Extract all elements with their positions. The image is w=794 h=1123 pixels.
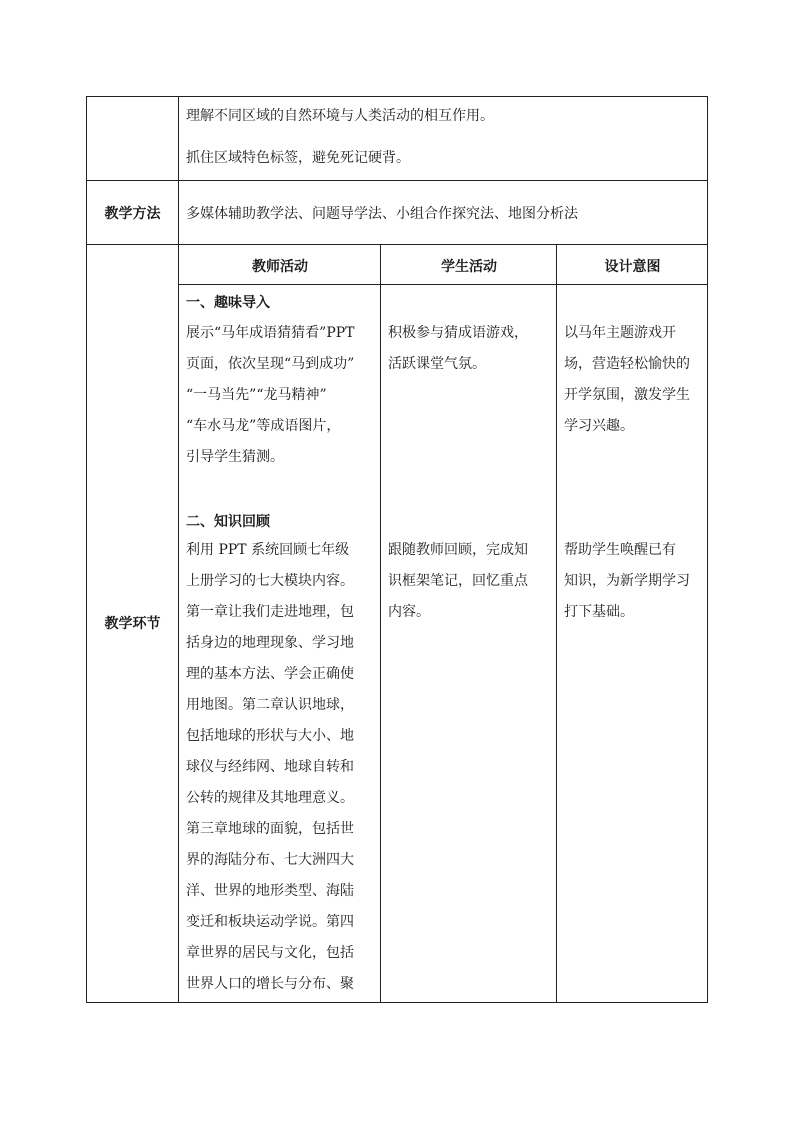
text-line: 学习兴趣。 (564, 418, 634, 434)
design-intent-review (564, 535, 690, 628)
text-line: 展示“马年成语猜猜看”PPT (186, 325, 355, 341)
text-line: 场，营造轻松愉快的 (564, 356, 690, 372)
text-line: 变迁和板块运动学说。第四 (186, 914, 354, 930)
text-line: 章世界的居民与文化，包括 (186, 945, 354, 961)
text-line: 识框架笔记，回忆重点 (388, 573, 528, 589)
section-title-intro: 一、趣味导入 (186, 295, 270, 311)
text-line: 引导学生猜测。 (186, 449, 284, 465)
header-design-intent: 设计意图 (604, 259, 661, 275)
text-line: 开学氛围，激发学生 (564, 387, 690, 403)
method-content: 多媒体辅助教学法、问题导学法、小组合作探究法、地图分析法 (186, 206, 578, 222)
text-line: 上册学习的七大模块内容。 (186, 573, 354, 589)
table-col-divider (380, 244, 381, 1003)
goal-line: 理解不同区域的自然环境与人类活动的相互作用。 (186, 108, 494, 124)
table-header-divider (178, 284, 708, 285)
text-line: 跟随教师回顾，完成知 (388, 542, 528, 558)
text-line: 公转的规律及其地理意义。 (186, 790, 354, 806)
section-title-review: 二、知识回顾 (186, 514, 270, 530)
table-border-right (707, 96, 708, 1003)
table-row-divider (86, 244, 708, 245)
text-line: 页面，依次呈现“马到成功” (186, 356, 355, 372)
table-border-bottom (86, 1002, 708, 1003)
table-col-divider (178, 96, 179, 1003)
text-line: 洋、世界的地形类型、海陆 (186, 883, 354, 899)
table-row-divider (86, 180, 708, 181)
text-line: 活跃课堂气氛。 (388, 356, 486, 372)
goal-line: 抓住区域特色标签，避免死记硬背。 (186, 150, 410, 166)
text-line: 球仪与经纬网、地球自转和 (186, 759, 354, 775)
text-line: 理的基本方法、学会正确使 (186, 666, 354, 682)
text-line: 包括地球的形状与大小、地 (186, 728, 354, 744)
text-line: 第一章让我们走进地理，包 (186, 604, 354, 620)
header-teacher-activity: 教师活动 (252, 259, 308, 275)
student-activity-intro (388, 318, 528, 380)
text-line: 世界人口的增长与分布、聚 (186, 976, 354, 992)
text-line: 以马年主题游戏开 (564, 325, 676, 341)
table-border-left (86, 96, 87, 1003)
text-line: 打下基础。 (564, 604, 634, 620)
text-line: 括身边的地理现象、学习地 (186, 635, 354, 651)
table-col-divider (556, 244, 557, 1003)
text-line: 用地图。第二章认识地球， (186, 697, 354, 713)
table-border-top (86, 96, 708, 97)
text-line: 帮助学生唤醒已有 (564, 542, 676, 558)
text-line: 内容。 (388, 604, 430, 620)
header-student-activity: 学生活动 (441, 259, 497, 275)
student-activity-review (388, 535, 528, 628)
method-label: 教学方法 (104, 206, 161, 222)
text-line: 积极参与猜成语游戏， (388, 325, 528, 341)
text-line: “一马当先”“龙马精神” (186, 387, 327, 403)
text-line: 利用 PPT 系统回顾七年级 (186, 542, 350, 558)
text-line: “车水马龙”等成语图片， (186, 418, 341, 434)
design-intent-intro (564, 318, 690, 442)
text-line: 界的海陆分布、七大洲四大 (186, 852, 354, 868)
teacher-activity-intro (186, 318, 355, 473)
text-line: 知识，为新学期学习 (564, 573, 690, 589)
teacher-activity-review (186, 535, 354, 1000)
text-line: 第三章地球的面貌，包括世 (186, 821, 354, 837)
process-label: 教学环节 (104, 616, 161, 632)
